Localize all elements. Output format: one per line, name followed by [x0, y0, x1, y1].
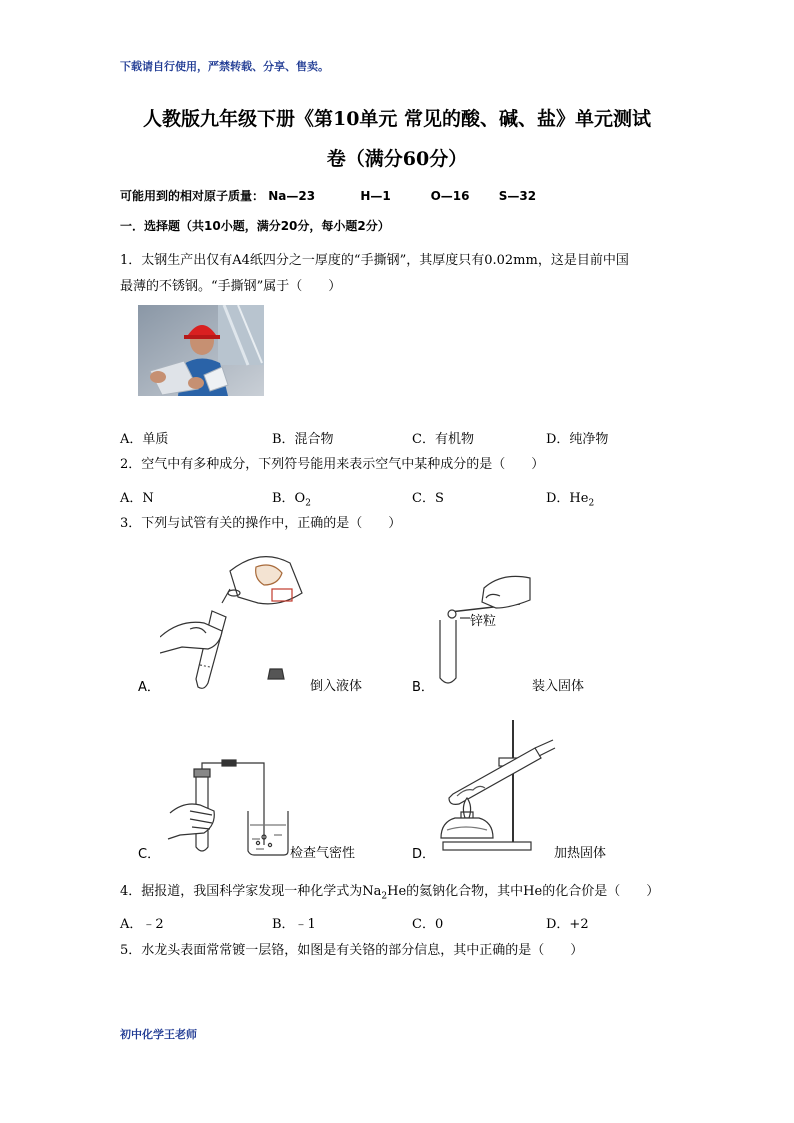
q3-c-caption: 检查气密性 — [290, 846, 356, 861]
question-1-options — [120, 428, 680, 448]
question-4-text-pre: 4．据报道，我国科学家发现一种化学式为Na — [120, 884, 382, 899]
q2-option-d-subscript: 2 — [588, 498, 595, 509]
question-1-line1: 1．太钢生产出仅有A4纸四分之一厚度的“手撕钢”，其厚度只有0.02mm，这是目前中国 — [120, 253, 629, 268]
section-heading: 一．选择题（共10小题，满分20分，每小题2分） — [120, 219, 390, 233]
atomic-mass-o: O—16 — [430, 189, 470, 203]
atomic-masses-label: 可能用到的相对原子质量： — [120, 189, 265, 203]
exam-title-line2: 卷（满分60分） — [326, 148, 468, 170]
figure-pour-liquid — [160, 545, 310, 695]
q4-option-d[interactable]: D．+2 — [546, 917, 589, 932]
exam-title-line1: 人教版九年级下册《第10单元 常见的酸、碱、盐》单元测试 — [142, 108, 652, 130]
q3-d-letter[interactable]: D． — [412, 847, 436, 862]
q2-option-c[interactable]: C．S — [412, 491, 444, 506]
question-2: 2．空气中有多种成分，下列符号能用来表示空气中某种成分的是（ ） — [120, 457, 545, 472]
q1-option-a[interactable]: A．单质 — [120, 432, 169, 447]
atomic-masses — [120, 187, 536, 204]
q4-option-b[interactable]: B．﹣1 — [272, 917, 316, 932]
question-4-subscript: 2 — [381, 891, 388, 902]
q1-option-d[interactable]: D．纯净物 — [546, 432, 609, 447]
q2-option-b-subscript: 2 — [305, 498, 311, 509]
question-5: 5．水龙头表面常常镀一层铬，如图是有关铬的部分信息，其中正确的是（ ） — [120, 943, 584, 958]
q2-option-b[interactable] — [272, 487, 311, 509]
header-notice: 下载请自行使用，严禁转载、分享、售卖。 — [120, 60, 329, 73]
q3-a-caption: 倒入液体 — [310, 679, 363, 694]
question-4-text-post: He的氦钠化合物，其中He的化合价是（ ） — [387, 884, 660, 899]
q2-option-d[interactable] — [546, 487, 594, 509]
steel-worker-photo — [138, 305, 264, 396]
atomic-mass-h: H—1 — [360, 189, 391, 203]
atomic-mass-na: Na—23 — [268, 189, 316, 203]
figure-airtightness — [160, 755, 290, 860]
q3-d-caption: 加热固体 — [554, 846, 607, 861]
footer-author: 初中化学王老师 — [120, 1028, 197, 1041]
q4-option-a[interactable]: A．﹣2 — [120, 917, 164, 932]
zinc-granule-label: 锌粒 — [470, 614, 497, 629]
question-2-options — [120, 487, 680, 507]
atomic-mass-s: S—32 — [498, 189, 537, 203]
question-4 — [120, 879, 680, 910]
question-3: 3．下列与试管有关的操作中，正确的是（ ） — [120, 516, 402, 531]
q2-option-d-text: D．He — [546, 491, 589, 506]
q3-a-letter[interactable]: A． — [138, 680, 160, 695]
question-1-line2: 最薄的不锈钢。“手撕钢”属于（ ） — [120, 279, 342, 294]
q3-b-letter[interactable]: B． — [412, 680, 434, 695]
figure-heat-solid — [435, 718, 560, 853]
q4-option-c[interactable]: C．0 — [412, 917, 444, 932]
q2-option-b-text: B．O — [272, 491, 306, 506]
q1-option-c[interactable]: C．有机物 — [412, 432, 474, 447]
question-4-options — [120, 913, 680, 933]
q2-option-a[interactable]: A．N — [120, 491, 154, 506]
q1-option-b[interactable]: B．混合物 — [272, 432, 334, 447]
q3-b-caption: 装入固体 — [532, 679, 585, 694]
q3-c-letter[interactable]: C． — [138, 847, 161, 862]
question-1 — [120, 248, 680, 300]
